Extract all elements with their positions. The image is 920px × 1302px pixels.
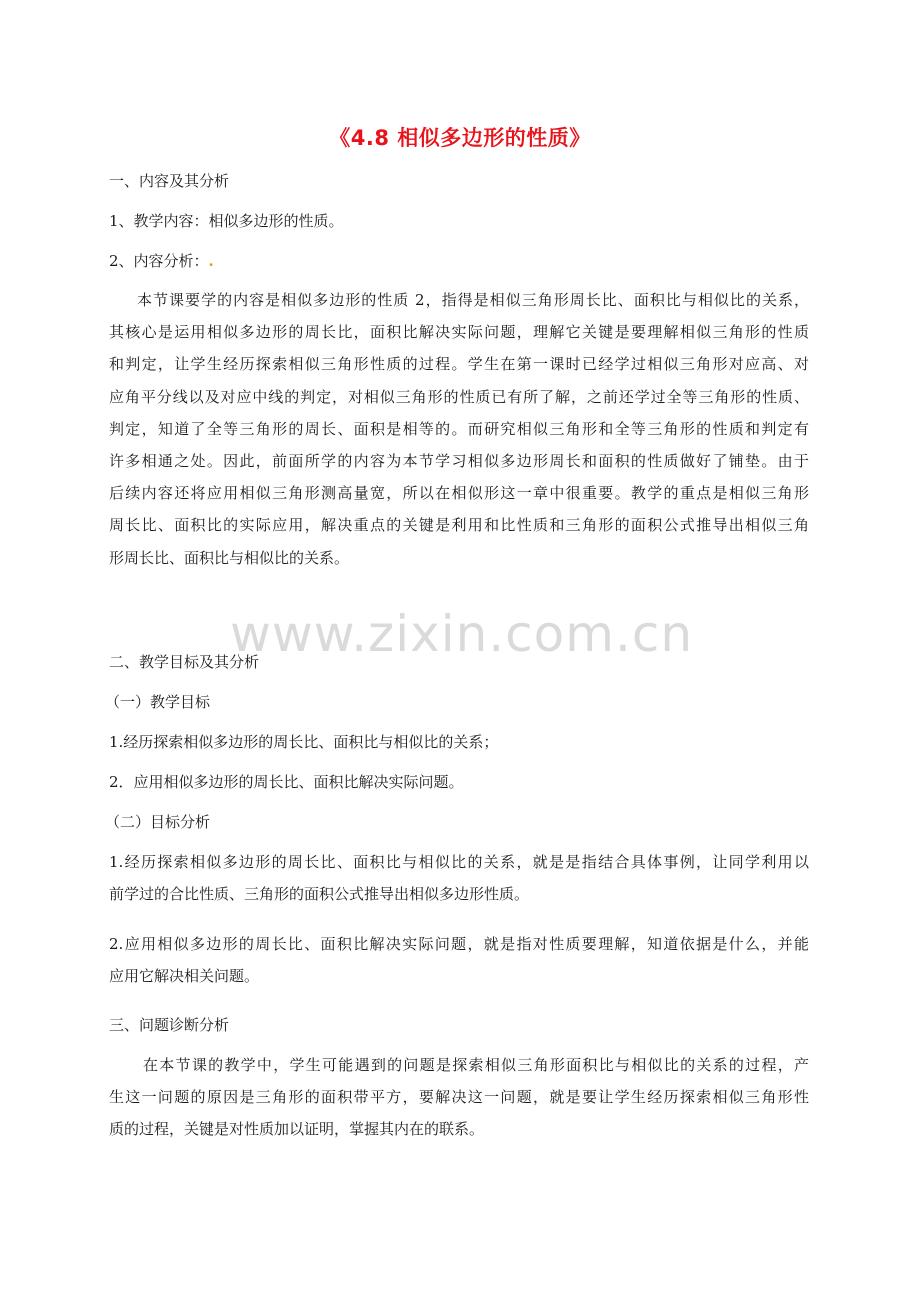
paragraph-line: 2.应用相似多边形的周长比、面积比解决实际问题，就是指对性质要理解，知道依据是什么，并能 bbox=[109, 935, 809, 953]
paragraph-line: 前学过的合比性质、三角形的面积公式推导出相似多边形性质。 bbox=[109, 885, 530, 904]
paragraph-line: 判定，知道了全等三角形的周长、面积是相等的。而研究相似三角形和全等三角形的性质和判定有 bbox=[109, 419, 809, 438]
paragraph-line: 其核心是运用相似多边形的周长比，面积比解决实际问题，理解它关键是要理解相似三角形的性质 bbox=[109, 323, 809, 342]
paragraph-line: 应用它解决相关问题。 bbox=[109, 967, 260, 986]
section3-heading: 三、问题诊断分析 bbox=[109, 1016, 230, 1034]
content-analysis-paragraph bbox=[109, 284, 809, 574]
item2-mark: . bbox=[208, 252, 214, 270]
paragraph-line: 在本节课的教学中，学生可能遇到的问题是探索相似三角形面积比与相似比的关系的过程，产 bbox=[143, 1056, 809, 1074]
paragraph-line: 质的过程，关键是对性质加以证明，掌握其内在的联系。 bbox=[109, 1120, 485, 1139]
analysis-2 bbox=[109, 928, 809, 992]
watermark: www.zixin.com.cn bbox=[230, 605, 694, 663]
paragraph-line: 和判定，让学生经历探索相似三角形性质的过程。学生在第一课时已经学过相似三角形对应高、对 bbox=[109, 355, 809, 374]
section2-sub2: （二）目标分析 bbox=[105, 813, 211, 831]
analysis-1 bbox=[109, 846, 809, 910]
section2-sub1: （一）教学目标 bbox=[105, 693, 211, 711]
section2-heading: 二、教学目标及其分析 bbox=[109, 653, 260, 671]
paragraph-line: 周长比、面积比的实际应用，解决重点的关键是利用和比性质和三角形的面积公式推导出相似三角 bbox=[109, 516, 809, 535]
paragraph-line: 后续内容还将应用相似三角形测高量宽，所以在相似形这一章中很重要。教学的重点是相似三角形 bbox=[109, 484, 809, 503]
paragraph-line: 生这一问题的原因是三角形的面积带平方，要解决这一问题，就是要让学生经历探索相似三角形性 bbox=[109, 1088, 809, 1107]
document-title: 《4.8 相似多边形的性质》 bbox=[329, 126, 591, 150]
section1-item2-text: 2、内容分析： bbox=[109, 252, 209, 270]
paragraph-line: 应角平分线以及对应中线的判定，对相似三角形的性质已有所了解，之前还学过全等三角形的性质、 bbox=[109, 387, 809, 406]
section1-heading: 一、内容及其分析 bbox=[109, 172, 230, 190]
goal-2: 2．应用相似多边形的周长比、面积比解决实际问题。 bbox=[109, 773, 464, 791]
section1-item2 bbox=[109, 251, 214, 271]
paragraph-line: 许多相通之处。因此，前面所学的内容为本节学习相似多边形周长和面积的性质做好了铺垫。由于 bbox=[109, 451, 809, 470]
paragraph-line: 1.经历探索相似多边形的周长比、面积比与相似比的关系，就是是指结合具体事例，让同学利用以 bbox=[109, 853, 809, 871]
section1-item1: 1、教学内容：相似多边形的性质。 bbox=[109, 212, 344, 230]
paragraph-line: 形周长比、面积比与相似比的关系。 bbox=[109, 548, 350, 567]
goal-1: 1.经历探索相似多边形的周长比、面积比与相似比的关系； bbox=[109, 733, 499, 751]
paragraph-line: 本节课要学的内容是相似多边形的性质 2，指得是相似三角形周长比、面积比与相似比的关系， bbox=[137, 291, 809, 309]
problem-analysis-paragraph bbox=[109, 1049, 809, 1146]
